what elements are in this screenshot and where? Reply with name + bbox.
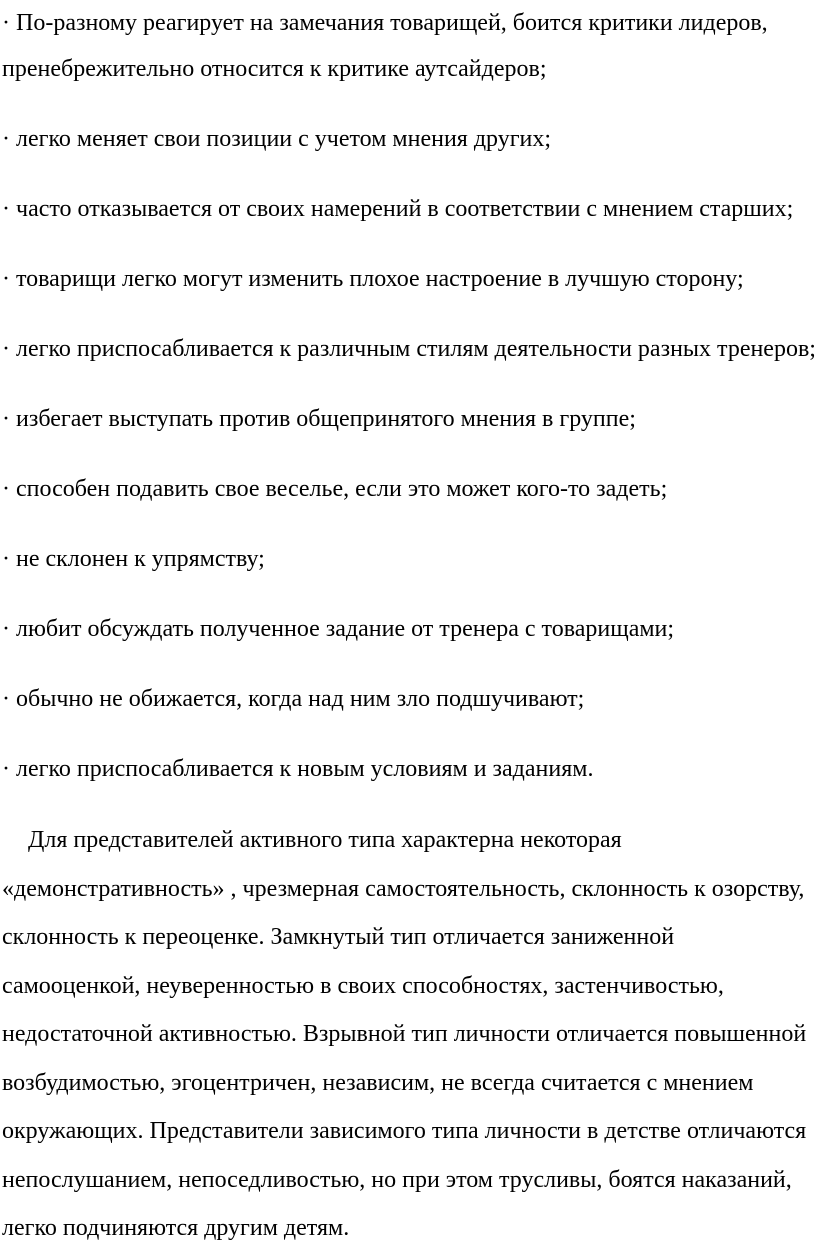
- list-item: · легко меняет свои позиции с учетом мнения других;: [2, 126, 552, 152]
- list-item: · часто отказывается от своих намерений в соответствии с мнением старших;: [2, 196, 794, 222]
- list-item: · обычно не обижается, когда над ним зло подшучивают;: [2, 686, 585, 712]
- list-item: · легко приспосабливается к новым условиям и заданиям.: [2, 756, 594, 782]
- body-paragraph: Для представителей активного типа характерна некоторая «демонстративность» , чрезмерная самостоятельность, склонность к озорству, склонность к переоценке. Замкнутый тип отличается заниженной самооценкой, неуверенностью в своих способностях, застенчивостью, недостаточной активностью. Взрывной тип личности отличается повышенной возбудимостью, эгоцентричен, независим, не всегда считается с мнением окружающих. Представители зависимого типа личности в детстве отличаются непослушанием, непоседливостью, но при этом трусливы, боятся наказаний, легко подчиняются другим детям.: [2, 827, 807, 1241]
- list-item: · любит обсуждать полученное задание от тренера с товарищами;: [2, 616, 675, 642]
- list-item: · способен подавить свое веселье, если это может кого-то задеть;: [2, 476, 668, 502]
- list-item: · По-разному реагирует на замечания товарищей, боится критики лидеров, пренебрежительно относится к критике аутсайдеров;: [2, 10, 768, 82]
- list-item: · товарищи легко могут изменить плохое настроение в лучшую сторону;: [2, 266, 744, 292]
- list-item: · легко приспосабливается к различным стилям деятельности разных тренеров;: [2, 336, 816, 362]
- list-item: · избегает выступать против общепринятого мнения в группе;: [2, 406, 636, 432]
- list-item: · не склонен к упрямству;: [2, 546, 265, 572]
